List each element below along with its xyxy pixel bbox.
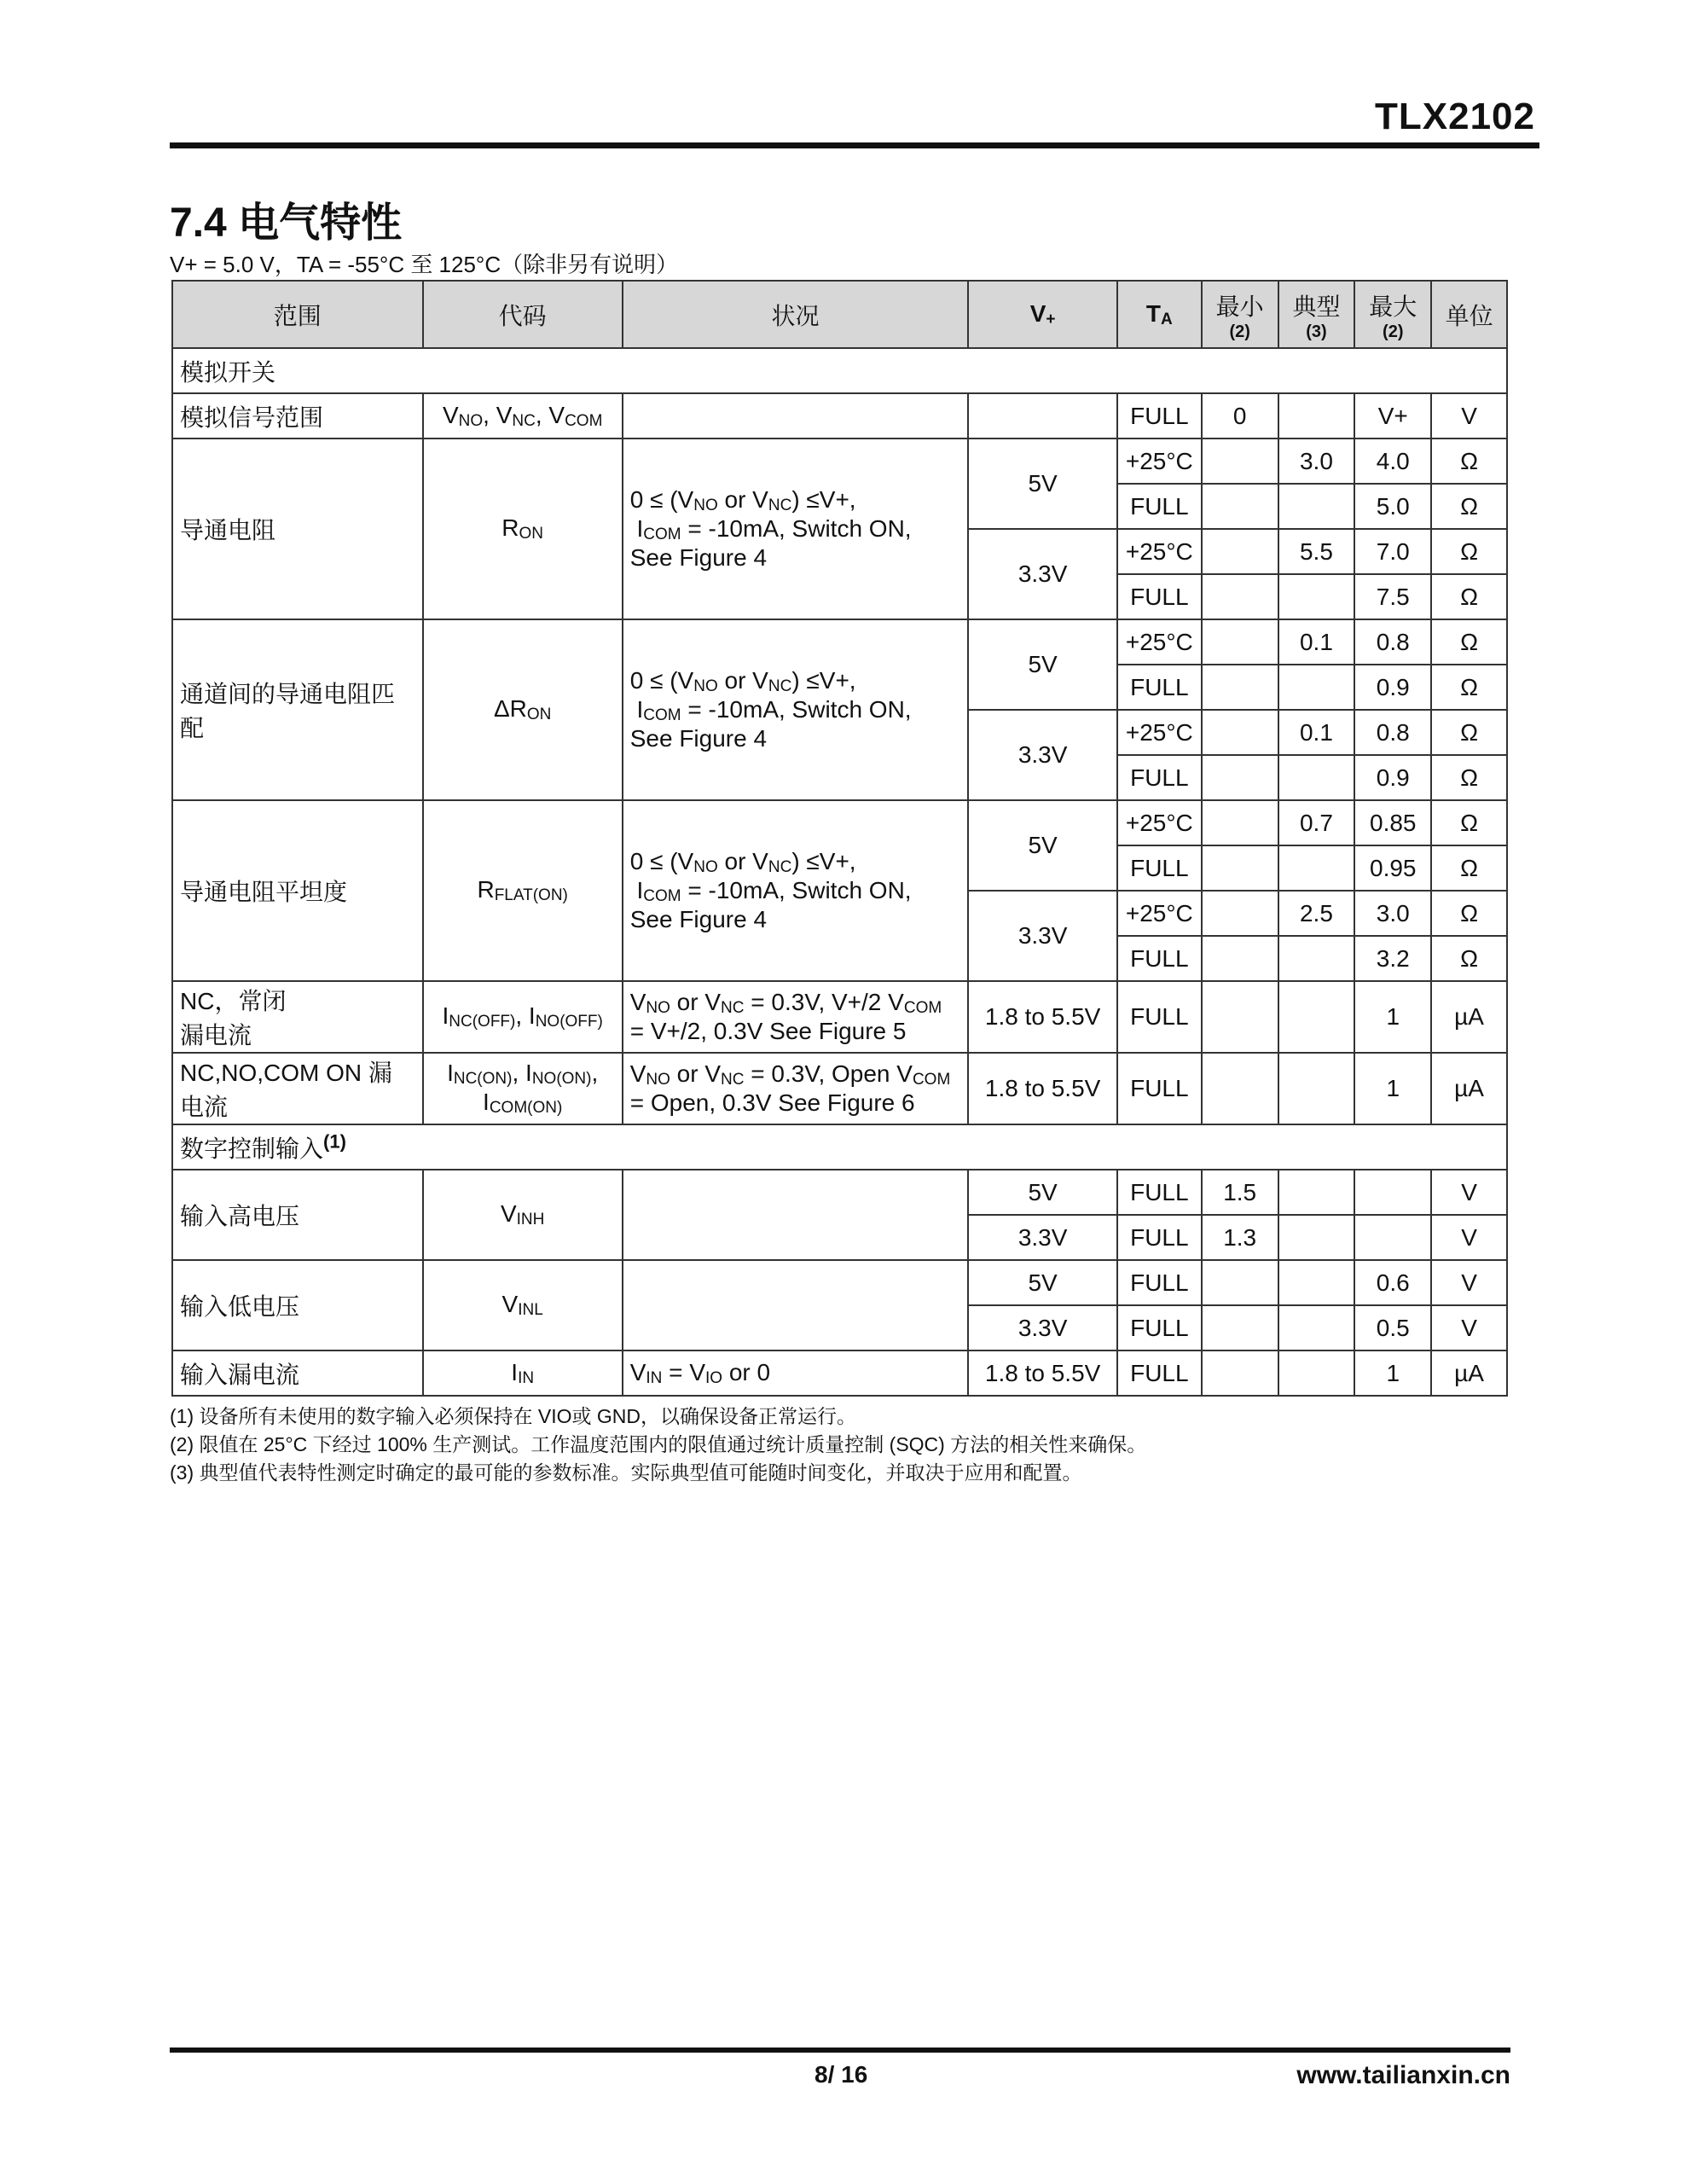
table-row: 3.3V +25°C 2.5 3.0 Ω: [172, 891, 1507, 936]
electrical-characteristics-table: [171, 280, 1508, 1397]
table-row: 通道间的导通电阻匹配 ΔRON 0 ≤ (VNO or VNC) ≤V+, ICOM = -10mA, Switch ON, See Figure 4 5V +25°C 0.1 0.8 Ω: [172, 619, 1507, 665]
table-row: 导通电阻平坦度 RFLAT(ON) 0 ≤ (VNO or VNC) ≤V+, ICOM = -10mA, Switch ON, See Figure 4 5V +25°C 0.7 0.85 Ω: [172, 800, 1507, 845]
page-number: 8/ 16: [815, 2061, 868, 2088]
symbol-vinh: VINH: [423, 1170, 623, 1260]
condition-text: 0 ≤ (VNO or VNC) ≤V+, ICOM = -10mA, Switch ON, See Figure 4: [623, 800, 969, 981]
col-unit: 单位: [1431, 281, 1507, 348]
table-row: FULL 7.5 Ω: [172, 574, 1507, 619]
table-row: 导通电阻 RON 0 ≤ (VNO or VNC) ≤V+, ICOM = -10mA, Switch ON, See Figure 4 5V +25°C 3.0 4.0 Ω: [172, 439, 1507, 484]
section-title: 7.4 电气特性: [170, 200, 403, 246]
table-row: 输入低电压 VINL 5V FULL 0.6 V: [172, 1260, 1507, 1305]
table-row: 3.3V +25°C 5.5 7.0 Ω: [172, 529, 1507, 574]
condition-text: 0 ≤ (VNO or VNC) ≤V+, ICOM = -10mA, Switch ON, See Figure 4: [623, 439, 969, 619]
table-row: 3.3V +25°C 0.1 0.8 Ω: [172, 710, 1507, 755]
symbol-vno: VNO, VNC, VCOM: [423, 393, 623, 439]
test-conditions: V+ = 5.0 V，TA = -55°C 至 125°C（除非另有说明）: [170, 252, 679, 277]
table-row: 模拟信号范围 VNO, VNC, VCOM FULL 0 V+ V: [172, 393, 1507, 439]
table-row: FULL 0.9 Ω: [172, 665, 1507, 710]
table-row: 输入漏电流 IIN VIN = VIO or 0 1.8 to 5.5V FULL 1 µA: [172, 1350, 1507, 1396]
group-row: 模拟开关: [172, 348, 1507, 393]
table-row: 3.3V FULL 1.3 V: [172, 1215, 1507, 1260]
symbol-ron: RON: [423, 439, 623, 619]
col-min: 最小 (2): [1202, 281, 1278, 348]
footnote: (1) 设备所有未使用的数字输入必须保持在 VIO或 GND，以确保设备正常运行。: [170, 1405, 857, 1427]
table-row: FULL 5.0 Ω: [172, 484, 1507, 529]
table-row: NC,NO,COM ON 漏电流 INC(ON), INO(ON), ICOM(ON) VNO or VNC = 0.3V, Open VCOM = Open, 0.3V See Figure 6 1.8 to 5.5V FULL 1 µA: [172, 1053, 1507, 1124]
table-row: FULL 0.9 Ω: [172, 755, 1507, 800]
table-row: FULL 0.95 Ω: [172, 845, 1507, 891]
symbol-inc-on: INC(ON), INO(ON), ICOM(ON): [423, 1053, 623, 1124]
condition-text: VIN = VIO or 0: [623, 1350, 969, 1396]
website-link[interactable]: www.tailianxin.cn: [1296, 2061, 1510, 2089]
col-param: 范围: [172, 281, 423, 348]
symbol-inc-off: INC(OFF), INO(OFF): [423, 981, 623, 1053]
condition-text: VNO or VNC = 0.3V, V+/2 VCOM = V+/2, 0.3V See Figure 5: [623, 981, 969, 1053]
col-vplus: V+: [968, 281, 1117, 348]
condition-text: VNO or VNC = 0.3V, Open VCOM = Open, 0.3V See Figure 6: [623, 1053, 969, 1124]
table-row: 输入高电压 VINH 5V FULL 1.5 V: [172, 1170, 1507, 1215]
header-rule: [170, 142, 1539, 148]
part-number: TLX2102: [1375, 96, 1535, 137]
col-ta: TA: [1117, 281, 1202, 348]
footer-rule: [170, 2048, 1510, 2053]
symbol-delta-ron: ΔRON: [423, 619, 623, 800]
condition-text: 0 ≤ (VNO or VNC) ≤V+, ICOM = -10mA, Switch ON, See Figure 4: [623, 619, 969, 800]
table-row: 3.3V FULL 0.5 V: [172, 1305, 1507, 1350]
symbol-rflat: RFLAT(ON): [423, 800, 623, 981]
table-row: NC，常闭 漏电流 INC(OFF), INO(OFF) VNO or VNC = 0.3V, V+/2 VCOM = V+/2, 0.3V See Figure 5 1.8 to 5.5V FULL 1 µA: [172, 981, 1507, 1053]
col-typ: 典型 (3): [1278, 281, 1355, 348]
col-symbol: 代码: [423, 281, 623, 348]
footnote: (2) 限值在 25°C 下经过 100% 生产测试。工作温度范围内的限值通过统计质量控制 (SQC) 方法的相关性来确保。: [170, 1433, 1147, 1455]
table-row: FULL 3.2 Ω: [172, 936, 1507, 981]
col-max: 最大 (2): [1354, 281, 1431, 348]
group-row: 数字控制输入$^{(1)}$: [172, 1124, 1507, 1170]
footnote: (3) 典型值代表特性测定时确定的最可能的参数标准。实际典型值可能随时间变化，并取决于应用和配置。: [170, 1461, 1082, 1484]
symbol-vinl: VINL: [423, 1260, 623, 1350]
header-row: [172, 281, 1507, 348]
col-condition: 状况: [623, 281, 969, 348]
symbol-iin: IIN: [423, 1350, 623, 1396]
footnotes: [170, 1403, 1146, 1487]
